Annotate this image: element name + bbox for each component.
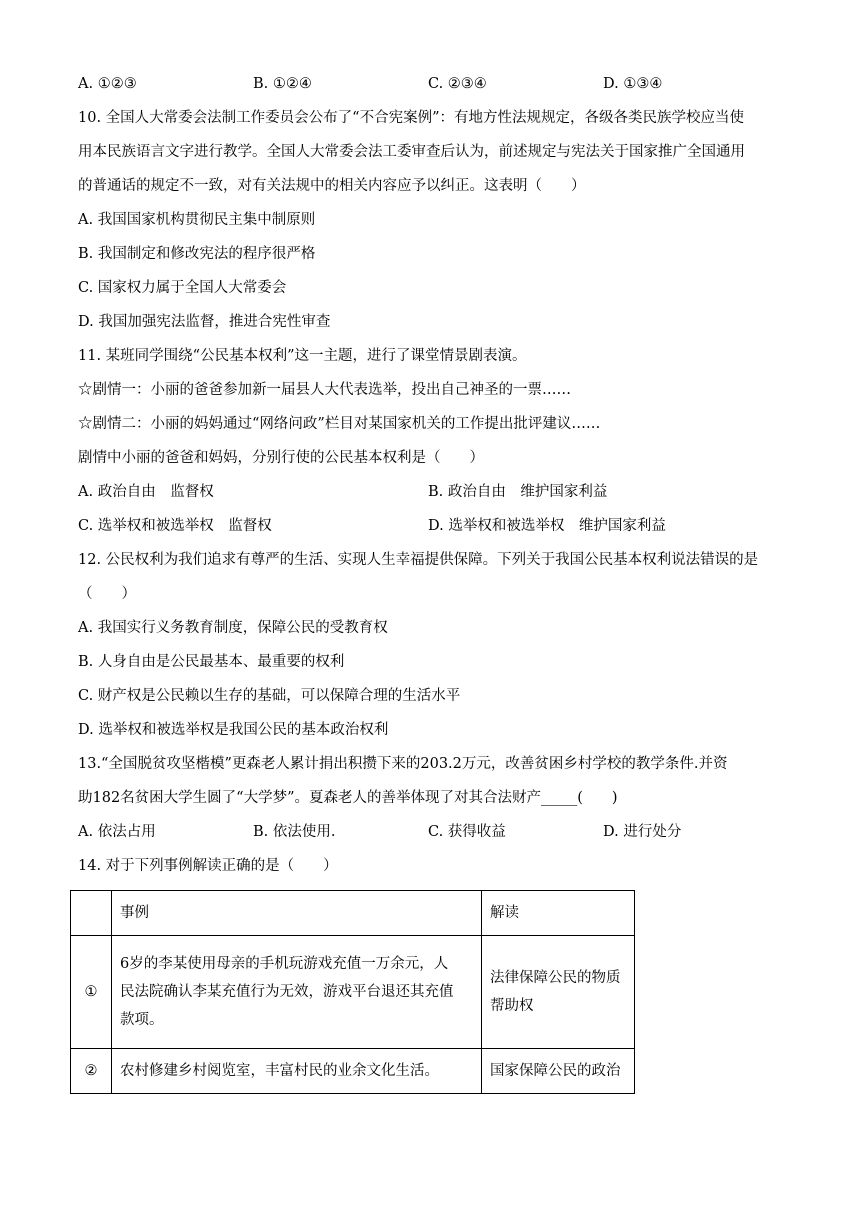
q10-option-c[interactable]: C. 国家权力属于全国人大常委会 <box>78 280 287 296</box>
case-line: 农村修建乡村阅览室，丰富村民的业余文化生活。 <box>120 1063 439 1079</box>
q13-stem-line: 13.“全国脱贫攻坚楷模”更森老人累计捐出积攒下来的203.2万元，改善贫困乡村学校的教学条件.并资 <box>78 756 728 772</box>
header-cell-number <box>71 891 112 936</box>
q10-option-b[interactable]: B. 我国制定和修改宪法的程序很严格 <box>78 246 316 262</box>
q14-table <box>70 890 635 1094</box>
q11-option-b[interactable]: B. 政治自由 维护国家利益 <box>428 484 608 500</box>
case-line: 款项。 <box>120 1012 164 1028</box>
q11-option-a[interactable]: A. 政治自由 监督权 <box>78 484 214 500</box>
q9-option-d[interactable]: D. ①③④ <box>603 76 663 92</box>
reading-cell <box>482 1049 635 1094</box>
question-14 <box>78 852 798 1094</box>
q10-stem-line: 10. 全国人大常委会法制工作委员会公布了“不合宪案例”：有地方性法规规定，各级各类民族学校应当使 <box>78 110 744 126</box>
q14-stem: 14. 对于下列事例解读正确的是（ ） <box>78 858 338 874</box>
reading-cell <box>482 936 635 1049</box>
q12-stem-line: （ ） <box>78 586 136 602</box>
header-cell-case: 事例 <box>112 891 482 936</box>
q11-stem-line: 11. 某班同学围绕“公民基本权利”这一主题，进行了课堂情景剧表演。 <box>78 348 527 364</box>
q12-option-b[interactable]: B. 人身自由是公民最基本、最重要的权利 <box>78 654 345 670</box>
q13-options <box>78 818 798 852</box>
row-number: ① <box>71 936 112 1049</box>
q10-option-d[interactable]: D. 我国加强宪法监督，推进合宪性审查 <box>78 314 331 330</box>
case-line: 6岁的李某使用母亲的手机玩游戏充值一万余元，人 <box>120 956 449 972</box>
q9-options <box>78 70 798 104</box>
q13-option-c[interactable]: C. 获得收益 <box>428 824 506 840</box>
document-page <box>78 70 798 1094</box>
table-row <box>71 1049 635 1094</box>
header-cell-reading: 解读 <box>482 891 635 936</box>
question-13 <box>78 750 798 852</box>
q9-option-a[interactable]: A. ①②③ <box>78 76 137 92</box>
question-11 <box>78 342 798 546</box>
table-row <box>71 936 635 1049</box>
q11-options-row <box>78 512 798 546</box>
q11-scenario-1: ☆剧情一：小丽的爸爸参加新一届县人大代表选举，投出自己神圣的一票…… <box>78 382 571 398</box>
case-cell <box>112 1049 482 1094</box>
q11-options-row <box>78 478 798 512</box>
q13-stem-line: 助182名贫困大学生圆了“大学梦”。夏森老人的善举体现了对其合法财产_____( ) <box>78 790 618 806</box>
row-number: ② <box>71 1049 112 1094</box>
q13-option-b[interactable]: B. 依法使用. <box>253 824 336 840</box>
q10-stem-line: 用本民族语言文字进行教学。全国人大常委会法工委审查后认为，前述规定与宪法关于国家推广全国通用 <box>78 144 745 160</box>
reading-line: 国家保障公民的政治 <box>490 1063 621 1079</box>
question-12 <box>78 546 798 750</box>
q9-option-c[interactable]: C. ②③④ <box>428 76 487 92</box>
q13-option-d[interactable]: D. 进行处分 <box>603 824 682 840</box>
case-cell <box>112 936 482 1049</box>
q13-option-a[interactable]: A. 依法占用 <box>78 824 156 840</box>
q9-option-b[interactable]: B. ①②④ <box>253 76 312 92</box>
reading-line: 法律保障公民的物质 <box>490 970 621 986</box>
reading-line: 帮助权 <box>490 998 534 1014</box>
q10-option-a[interactable]: A. 我国国家机构贯彻民主集中制原则 <box>78 212 316 228</box>
q12-option-d[interactable]: D. 选举权和被选举权是我国公民的基本政治权利 <box>78 722 389 738</box>
q11-option-d[interactable]: D. 选举权和被选举权 维护国家利益 <box>428 518 666 534</box>
table-header-row <box>71 891 635 936</box>
q10-stem-line: 的普通话的规定不一致，对有关法规中的相关内容应予以纠正。这表明（ ） <box>78 178 586 194</box>
q12-option-a[interactable]: A. 我国实行义务教育制度，保障公民的受教育权 <box>78 620 388 636</box>
q12-option-c[interactable]: C. 财产权是公民赖以生存的基础，可以保障合理的生活水平 <box>78 688 461 704</box>
q11-stem-line: 剧情中小丽的爸爸和妈妈，分别行使的公民基本权利是（ ） <box>78 450 484 466</box>
case-line: 民法院确认李某充值行为无效，游戏平台退还其充值 <box>120 984 454 1000</box>
q11-option-c[interactable]: C. 选举权和被选举权 监督权 <box>78 518 272 534</box>
q12-stem-line: 12. 公民权利为我们追求有尊严的生活、实现人生幸福提供保障。下列关于我国公民基本权利说法错误的是 <box>78 552 759 568</box>
question-10 <box>78 104 798 342</box>
q11-scenario-2: ☆剧情二：小丽的妈妈通过“网络问政”栏目对某国家机关的工作提出批评建议…… <box>78 416 601 432</box>
